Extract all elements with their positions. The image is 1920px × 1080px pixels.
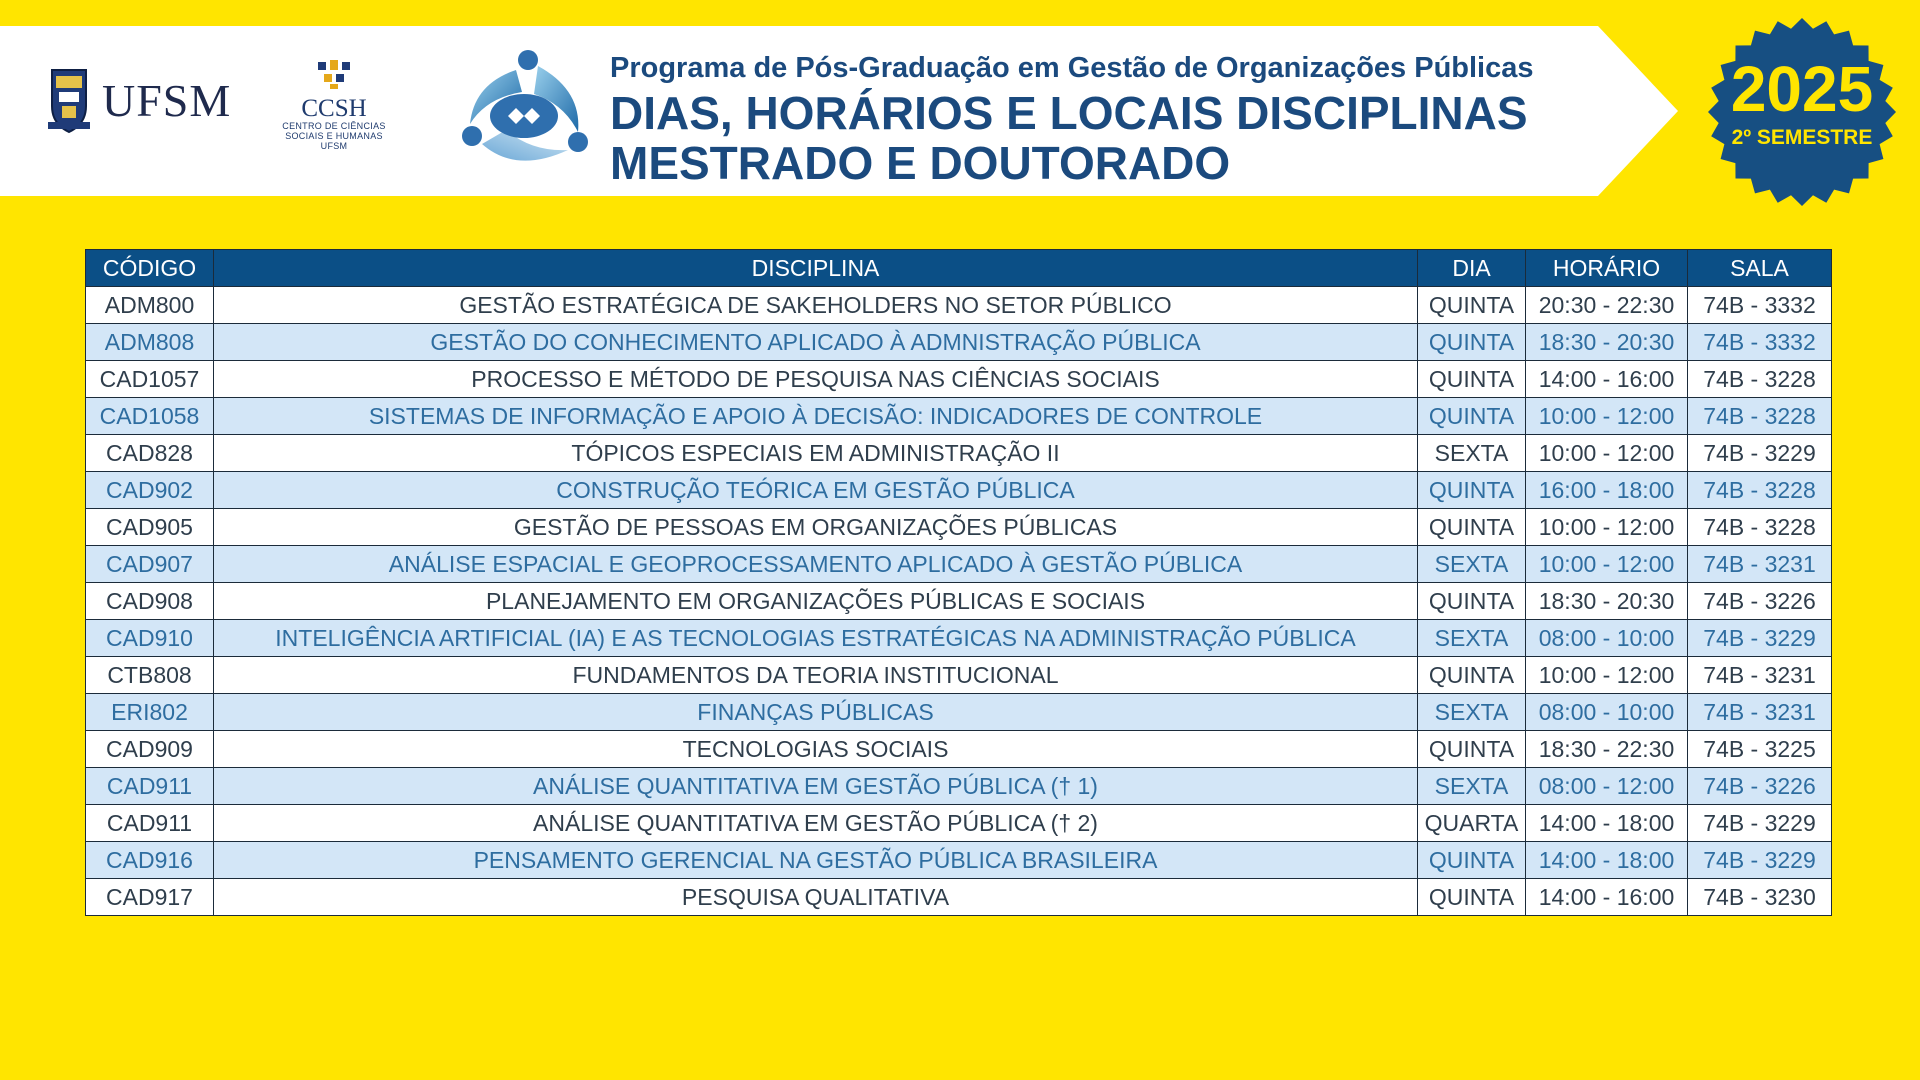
cell-codigo: CTB808 — [86, 657, 214, 694]
column-header-dia: DIA — [1418, 250, 1526, 287]
cell-horario: 14:00 - 18:00 — [1526, 805, 1688, 842]
cell-codigo: CAD908 — [86, 583, 214, 620]
cell-dia: QUINTA — [1418, 324, 1526, 361]
column-header-disciplina: DISCIPLINA — [214, 250, 1418, 287]
table-row — [86, 361, 1832, 398]
cell-sala: 74B - 3229 — [1688, 805, 1832, 842]
cell-dia: QUINTA — [1418, 842, 1526, 879]
ccsh-sub-line-3: UFSM — [320, 141, 348, 151]
cell-horario: 14:00 - 16:00 — [1526, 361, 1688, 398]
cell-sala: 74B - 3332 — [1688, 287, 1832, 324]
cell-disciplina: PROCESSO E MÉTODO DE PESQUISA NAS CIÊNCIAS SOCIAIS — [214, 361, 1418, 398]
cell-disciplina: INTELIGÊNCIA ARTIFICIAL (IA) E AS TECNOLOGIAS ESTRATÉGICAS NA ADMINISTRAÇÃO PÚBLICA — [214, 620, 1418, 657]
cell-disciplina: FUNDAMENTOS DA TEORIA INSTITUCIONAL — [214, 657, 1418, 694]
table-row — [86, 435, 1832, 472]
cell-horario: 20:30 - 22:30 — [1526, 287, 1688, 324]
cell-horario: 16:00 - 18:00 — [1526, 472, 1688, 509]
cell-codigo: CAD1058 — [86, 398, 214, 435]
badge-year: 2025 — [1730, 53, 1874, 125]
ufsm-crest-icon — [46, 66, 92, 134]
table-row — [86, 287, 1832, 324]
program-emblem-icon — [456, 44, 596, 179]
table-row — [86, 398, 1832, 435]
cell-codigo: CAD905 — [86, 509, 214, 546]
cell-disciplina: FINANÇAS PÚBLICAS — [214, 694, 1418, 731]
cell-dia: QUINTA — [1418, 361, 1526, 398]
cell-sala: 74B - 3229 — [1688, 435, 1832, 472]
cell-disciplina: GESTÃO DE PESSOAS EM ORGANIZAÇÕES PÚBLICAS — [214, 509, 1418, 546]
cell-codigo: ADM808 — [86, 324, 214, 361]
cell-sala: 74B - 3231 — [1688, 546, 1832, 583]
page-title-line-2: MESTRADO E DOUTORADO — [610, 137, 1231, 189]
cell-codigo: CAD911 — [86, 768, 214, 805]
cell-dia: QUARTA — [1418, 805, 1526, 842]
cell-horario: 10:00 - 12:00 — [1526, 657, 1688, 694]
cell-horario: 18:30 - 20:30 — [1526, 583, 1688, 620]
table-row — [86, 694, 1832, 731]
cell-horario: 18:30 - 20:30 — [1526, 324, 1688, 361]
cell-codigo: CAD911 — [86, 805, 214, 842]
table-row — [86, 324, 1832, 361]
page-title-line-1: DIAS, HORÁRIOS E LOCAIS DISCIPLINAS — [610, 87, 1528, 139]
cell-sala: 74B - 3228 — [1688, 361, 1832, 398]
cell-codigo: CAD902 — [86, 472, 214, 509]
cell-codigo: CAD910 — [86, 620, 214, 657]
cell-dia: SEXTA — [1418, 435, 1526, 472]
cell-disciplina: CONSTRUÇÃO TEÓRICA EM GESTÃO PÚBLICA — [214, 472, 1418, 509]
cell-dia: QUINTA — [1418, 287, 1526, 324]
cell-sala: 74B - 3228 — [1688, 398, 1832, 435]
cell-dia: QUINTA — [1418, 398, 1526, 435]
badge-semester: 2º SEMESTRE — [1731, 126, 1873, 149]
cell-sala: 74B - 3226 — [1688, 583, 1832, 620]
table-row — [86, 842, 1832, 879]
cell-horario: 14:00 - 16:00 — [1526, 879, 1688, 916]
table-row — [86, 472, 1832, 509]
cell-dia: QUINTA — [1418, 657, 1526, 694]
cell-disciplina: SISTEMAS DE INFORMAÇÃO E APOIO À DECISÃO: INDICADORES DE CONTROLE — [214, 398, 1418, 435]
cell-dia: QUINTA — [1418, 731, 1526, 768]
cell-disciplina: ANÁLISE ESPACIAL E GEOPROCESSAMENTO APLICADO À GESTÃO PÚBLICA — [214, 546, 1418, 583]
cell-codigo: ERI802 — [86, 694, 214, 731]
table-row — [86, 731, 1832, 768]
table-row — [86, 509, 1832, 546]
cell-codigo: CAD909 — [86, 731, 214, 768]
ufsm-logo-text: UFSM — [102, 74, 232, 126]
cell-sala: 74B - 3231 — [1688, 657, 1832, 694]
cell-horario: 08:00 - 12:00 — [1526, 768, 1688, 805]
cell-codigo: CAD828 — [86, 435, 214, 472]
cell-codigo: CAD1057 — [86, 361, 214, 398]
cell-disciplina: GESTÃO DO CONHECIMENTO APLICADO À ADMNISTRAÇÃO PÚBLICA — [214, 324, 1418, 361]
cell-sala: 74B - 3226 — [1688, 768, 1832, 805]
cell-sala: 74B - 3225 — [1688, 731, 1832, 768]
cell-disciplina: ANÁLISE QUANTITATIVA EM GESTÃO PÚBLICA († 1) — [214, 768, 1418, 805]
ccsh-logo — [278, 58, 390, 151]
ccsh-mark-icon — [314, 58, 354, 90]
cell-disciplina: GESTÃO ESTRATÉGICA DE SAKEHOLDERS NO SETOR PÚBLICO — [214, 287, 1418, 324]
cell-dia: SEXTA — [1418, 768, 1526, 805]
schedule-table — [85, 249, 1832, 916]
cell-horario: 10:00 - 12:00 — [1526, 435, 1688, 472]
cell-codigo: ADM800 — [86, 287, 214, 324]
table-row — [86, 620, 1832, 657]
table-header-row — [86, 250, 1832, 287]
program-name: Programa de Pós-Graduação em Gestão de Organizações Públicas — [610, 52, 1534, 84]
cell-dia: QUINTA — [1418, 509, 1526, 546]
cell-sala: 74B - 3230 — [1688, 879, 1832, 916]
cell-sala: 74B - 3229 — [1688, 842, 1832, 879]
header-text — [610, 48, 1534, 188]
cell-disciplina: ANÁLISE QUANTITATIVA EM GESTÃO PÚBLICA († 2) — [214, 805, 1418, 842]
ccsh-sub-line-2: SOCIAIS E HUMANAS — [285, 131, 383, 141]
cell-horario: 10:00 - 12:00 — [1526, 509, 1688, 546]
cell-dia: QUINTA — [1418, 472, 1526, 509]
cell-disciplina: TECNOLOGIAS SOCIAIS — [214, 731, 1418, 768]
cell-dia: SEXTA — [1418, 694, 1526, 731]
table-row — [86, 583, 1832, 620]
cell-sala: 74B - 3231 — [1688, 694, 1832, 731]
column-header-codigo: CÓDIGO — [86, 250, 214, 287]
table-row — [86, 879, 1832, 916]
cell-dia: QUINTA — [1418, 879, 1526, 916]
cell-horario: 10:00 - 12:00 — [1526, 546, 1688, 583]
cell-disciplina: PLANEJAMENTO EM ORGANIZAÇÕES PÚBLICAS E SOCIAIS — [214, 583, 1418, 620]
cell-disciplina: PESQUISA QUALITATIVA — [214, 879, 1418, 916]
cell-codigo: CAD917 — [86, 879, 214, 916]
cell-horario: 10:00 - 12:00 — [1526, 398, 1688, 435]
table-row — [86, 768, 1832, 805]
cell-codigo: CAD916 — [86, 842, 214, 879]
cell-dia: SEXTA — [1418, 620, 1526, 657]
cell-sala: 74B - 3228 — [1688, 472, 1832, 509]
table-row — [86, 657, 1832, 694]
ccsh-logo-text: CCSH — [301, 95, 367, 122]
cell-disciplina: PENSAMENTO GERENCIAL NA GESTÃO PÚBLICA BRASILEIRA — [214, 842, 1418, 879]
semester-badge — [1706, 16, 1898, 208]
cell-disciplina: TÓPICOS ESPECIAIS EM ADMINISTRAÇÃO II — [214, 435, 1418, 472]
column-header-sala: SALA — [1688, 250, 1832, 287]
cell-sala: 74B - 3229 — [1688, 620, 1832, 657]
cell-horario: 08:00 - 10:00 — [1526, 694, 1688, 731]
cell-horario: 14:00 - 18:00 — [1526, 842, 1688, 879]
cell-codigo: CAD907 — [86, 546, 214, 583]
cell-horario: 08:00 - 10:00 — [1526, 620, 1688, 657]
column-header-horario: HORÁRIO — [1526, 250, 1688, 287]
ufsm-logo — [46, 66, 231, 134]
cell-sala: 74B - 3228 — [1688, 509, 1832, 546]
table-row — [86, 805, 1832, 842]
ccsh-sub-line-1: CENTRO DE CIÊNCIAS — [282, 121, 386, 131]
cell-sala: 74B - 3332 — [1688, 324, 1832, 361]
cell-dia: QUINTA — [1418, 583, 1526, 620]
table-row — [86, 546, 1832, 583]
cell-horario: 18:30 - 22:30 — [1526, 731, 1688, 768]
cell-dia: SEXTA — [1418, 546, 1526, 583]
